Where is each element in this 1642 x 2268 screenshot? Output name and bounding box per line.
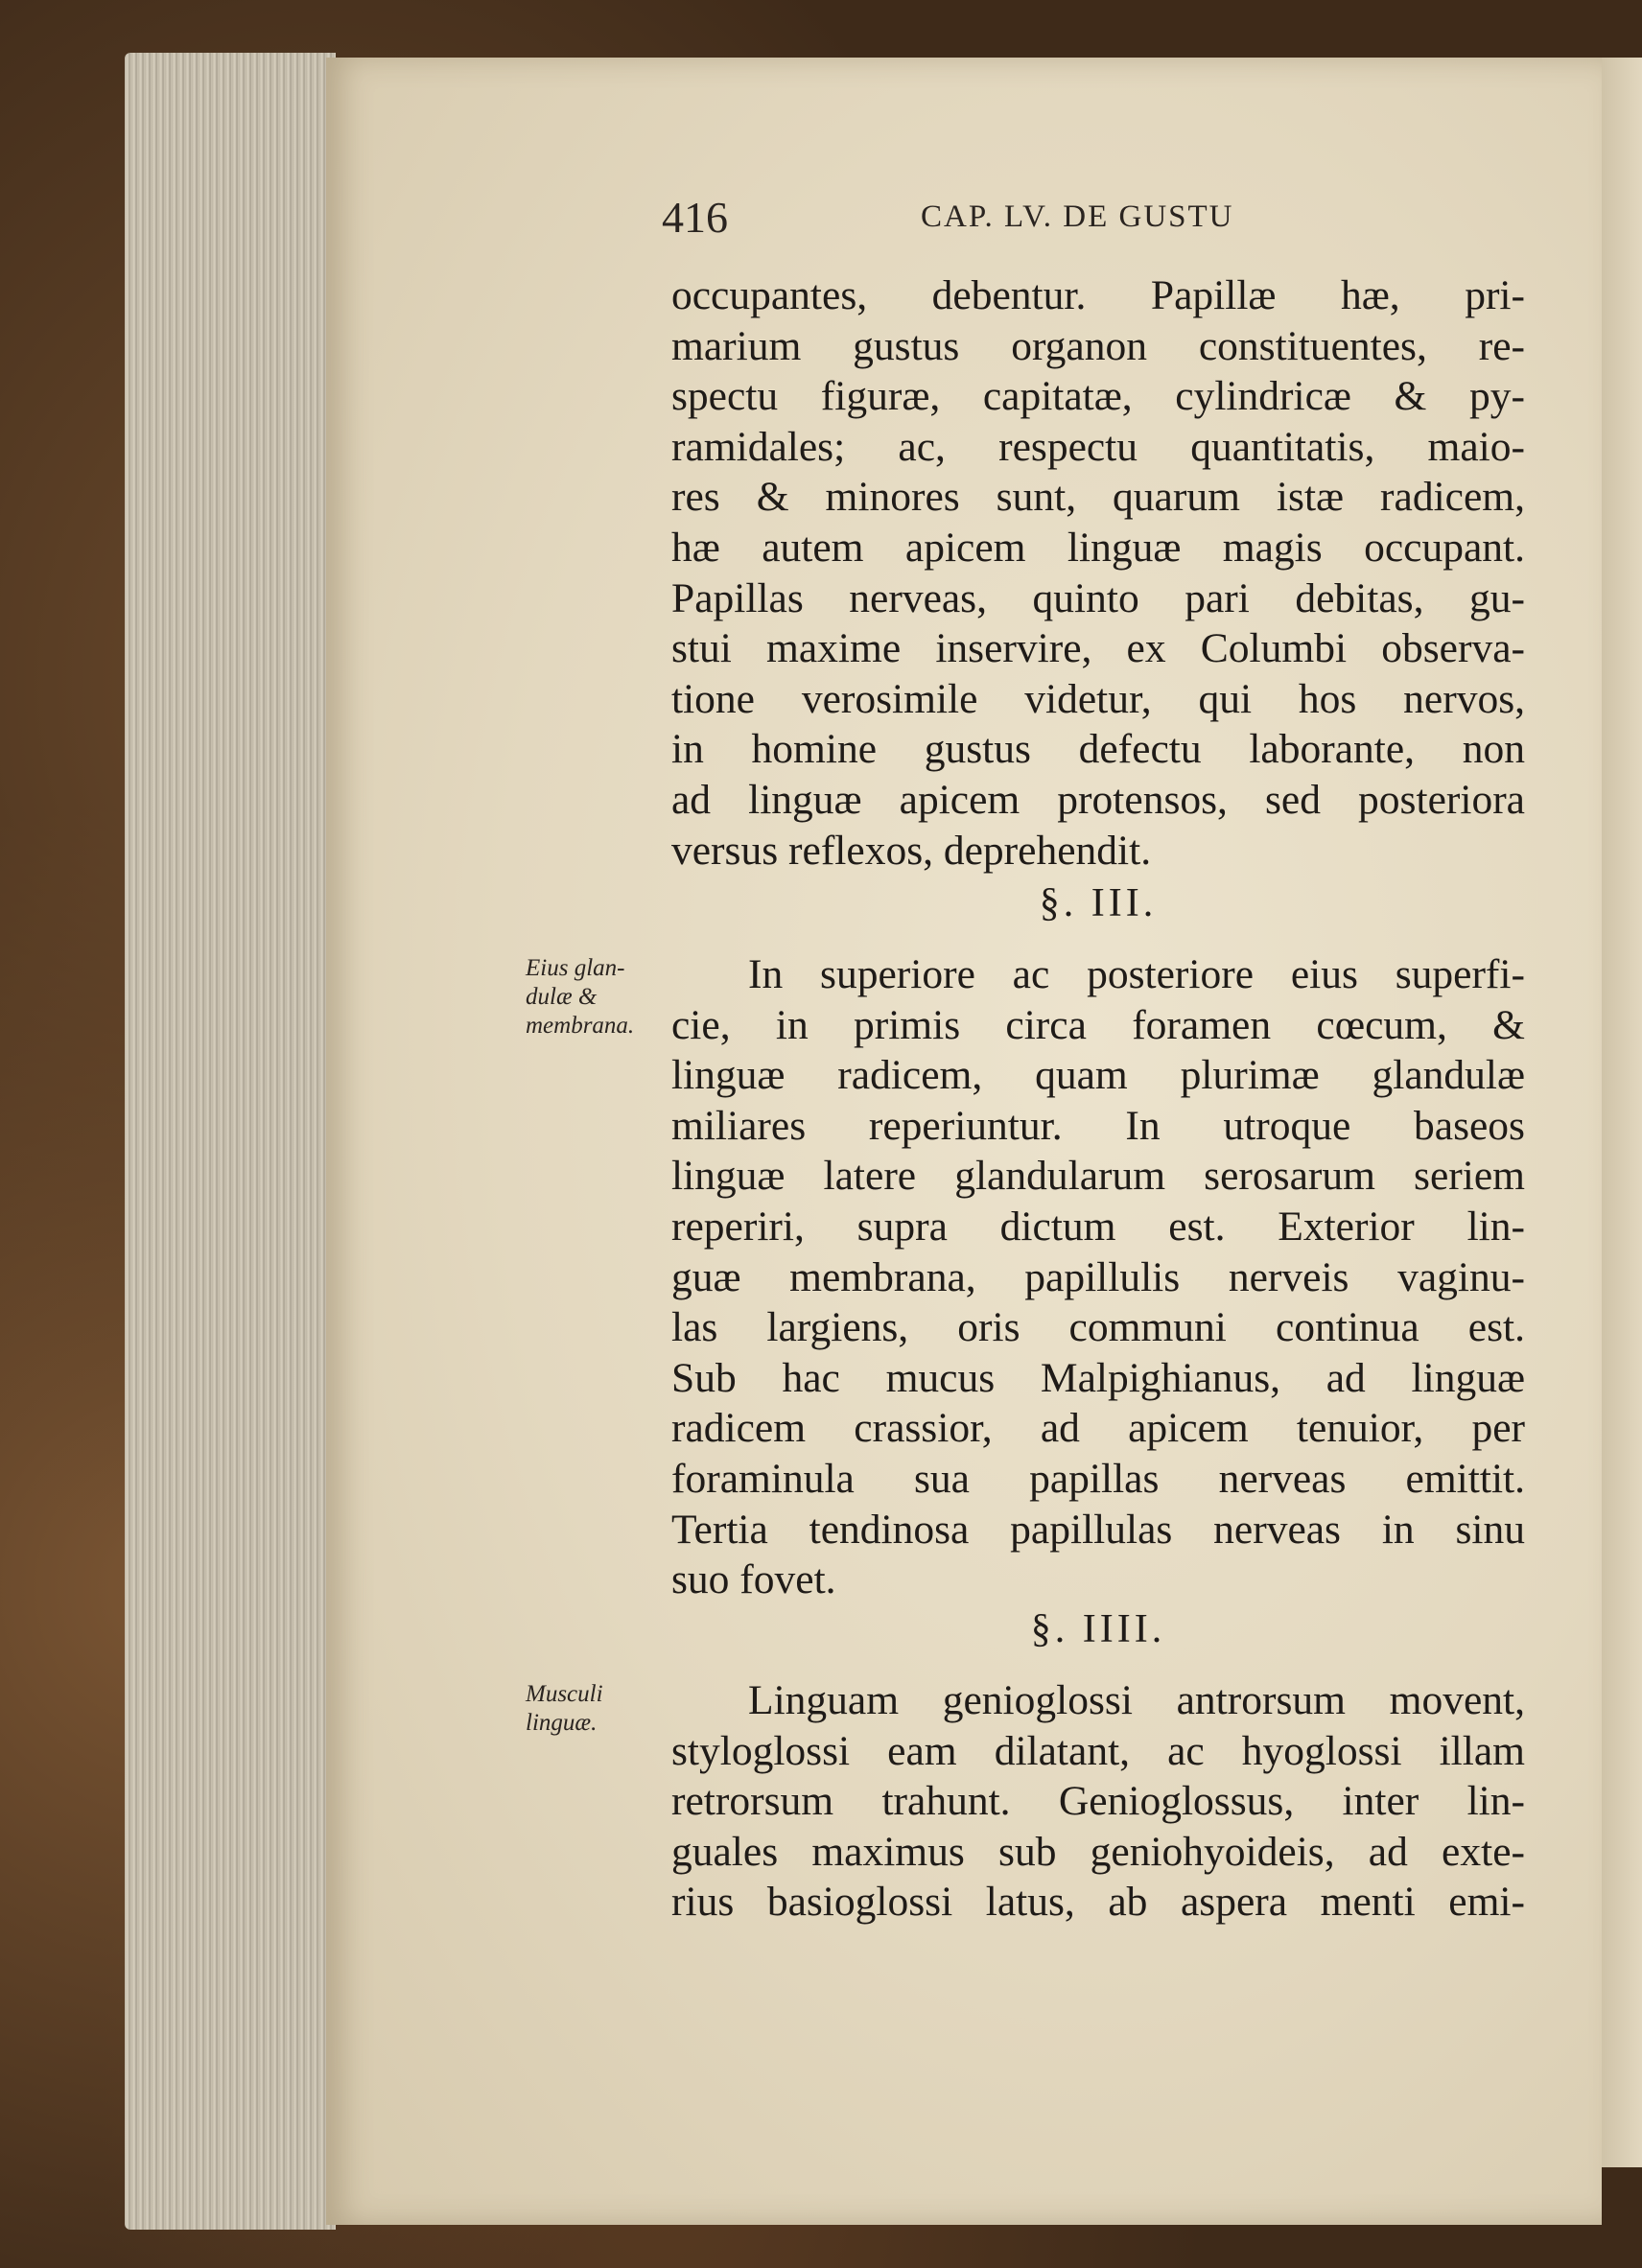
- text-line: reperiri, supra dictum est. Exterior lin-: [671, 1203, 1525, 1250]
- text-line: ad linguæ apicem protensos, sed posteriora: [671, 776, 1525, 823]
- text-line: stui maxime inservire, ex Columbi observa-: [671, 625, 1525, 672]
- facing-page-edge: [1602, 58, 1642, 2167]
- text-line: occupantes, debentur. Papillæ hæ, pri-: [671, 272, 1525, 318]
- text-line: spectu figuræ, capitatæ, cylindricæ & py-: [671, 373, 1525, 420]
- text-line: Tertia tendinosa papillulas nerveas in sinu: [671, 1506, 1525, 1553]
- text-line: miliares reperiuntur. In utroque baseos: [671, 1102, 1525, 1149]
- text-line: linguæ latere glandularum serosarum seriem: [671, 1153, 1525, 1200]
- text-line: res & minores sunt, quarum istæ radicem,: [671, 474, 1525, 521]
- text-line: las largiens, oris communi continua est.: [671, 1304, 1525, 1351]
- margin-note-line: membrana.: [526, 1013, 635, 1039]
- margin-note-line: Eius glan-: [526, 955, 625, 981]
- page-number: 416: [662, 193, 728, 242]
- margin-note-glands: [526, 954, 660, 1040]
- margin-note-line: Musculi: [526, 1681, 603, 1707]
- text-line: ramidales; ac, respectu quantitatis, maio-: [671, 423, 1525, 470]
- text-line: suo fovet.: [671, 1556, 836, 1603]
- text-line: rius basioglossi latus, ab aspera menti emi-: [671, 1879, 1525, 1926]
- margin-note-line: linguæ.: [526, 1710, 598, 1736]
- text-line: guales maximus sub geniohyoideis, ad exte-: [671, 1828, 1525, 1875]
- text-line: Papillas nerveas, quinto pari debitas, gu-: [671, 574, 1525, 621]
- text-line: marium gustus organon constituentes, re-: [671, 322, 1525, 369]
- text-line: hæ autem apicem linguæ magis occupant.: [671, 524, 1525, 571]
- text-line: retrorsum trahunt. Genioglossus, inter lin-: [671, 1778, 1525, 1825]
- section-heading-3: §. III.: [1039, 881, 1158, 925]
- section-heading-4: §. IIII.: [1030, 1607, 1166, 1651]
- text-line: guæ membrana, papillulis nerveis vaginu-: [671, 1253, 1525, 1300]
- text-line: versus reflexos, deprehendit.: [671, 827, 1152, 874]
- margin-note-line: dulæ &: [526, 984, 598, 1010]
- margin-note-muscles: [526, 1680, 660, 1738]
- paragraph-block-1: [671, 270, 1525, 876]
- text-line: linguæ radicem, quam plurimæ glandulæ: [671, 1052, 1525, 1099]
- text-line: Sub hac mucus Malpighianus, ad linguæ: [671, 1354, 1525, 1401]
- page-header: [662, 192, 1525, 249]
- text-line: cie, in primis circa foramen cœcum, &: [671, 1001, 1525, 1048]
- paragraph-section-3: [671, 949, 1525, 1605]
- text-line: radicem crassior, ad apicem tenuior, per: [671, 1405, 1525, 1452]
- text-line: in homine gustus defectu laborante, non: [671, 726, 1525, 773]
- text-line: In superiore ac posteriore eius superfi-: [748, 951, 1525, 997]
- text-line: Linguam genioglossi antrorsum movent,: [748, 1677, 1525, 1723]
- paragraph-section-4: [671, 1675, 1525, 1928]
- text-line: styloglossi eam dilatant, ac hyoglossi illam: [671, 1727, 1525, 1774]
- running-title: CAP. LV. DE GUSTU: [921, 199, 1234, 234]
- page-edges: [125, 53, 336, 2230]
- text-line: foraminula sua papillas nerveas emittit.: [671, 1455, 1525, 1502]
- text-line: tione verosimile videtur, qui hos nervos,: [671, 675, 1525, 722]
